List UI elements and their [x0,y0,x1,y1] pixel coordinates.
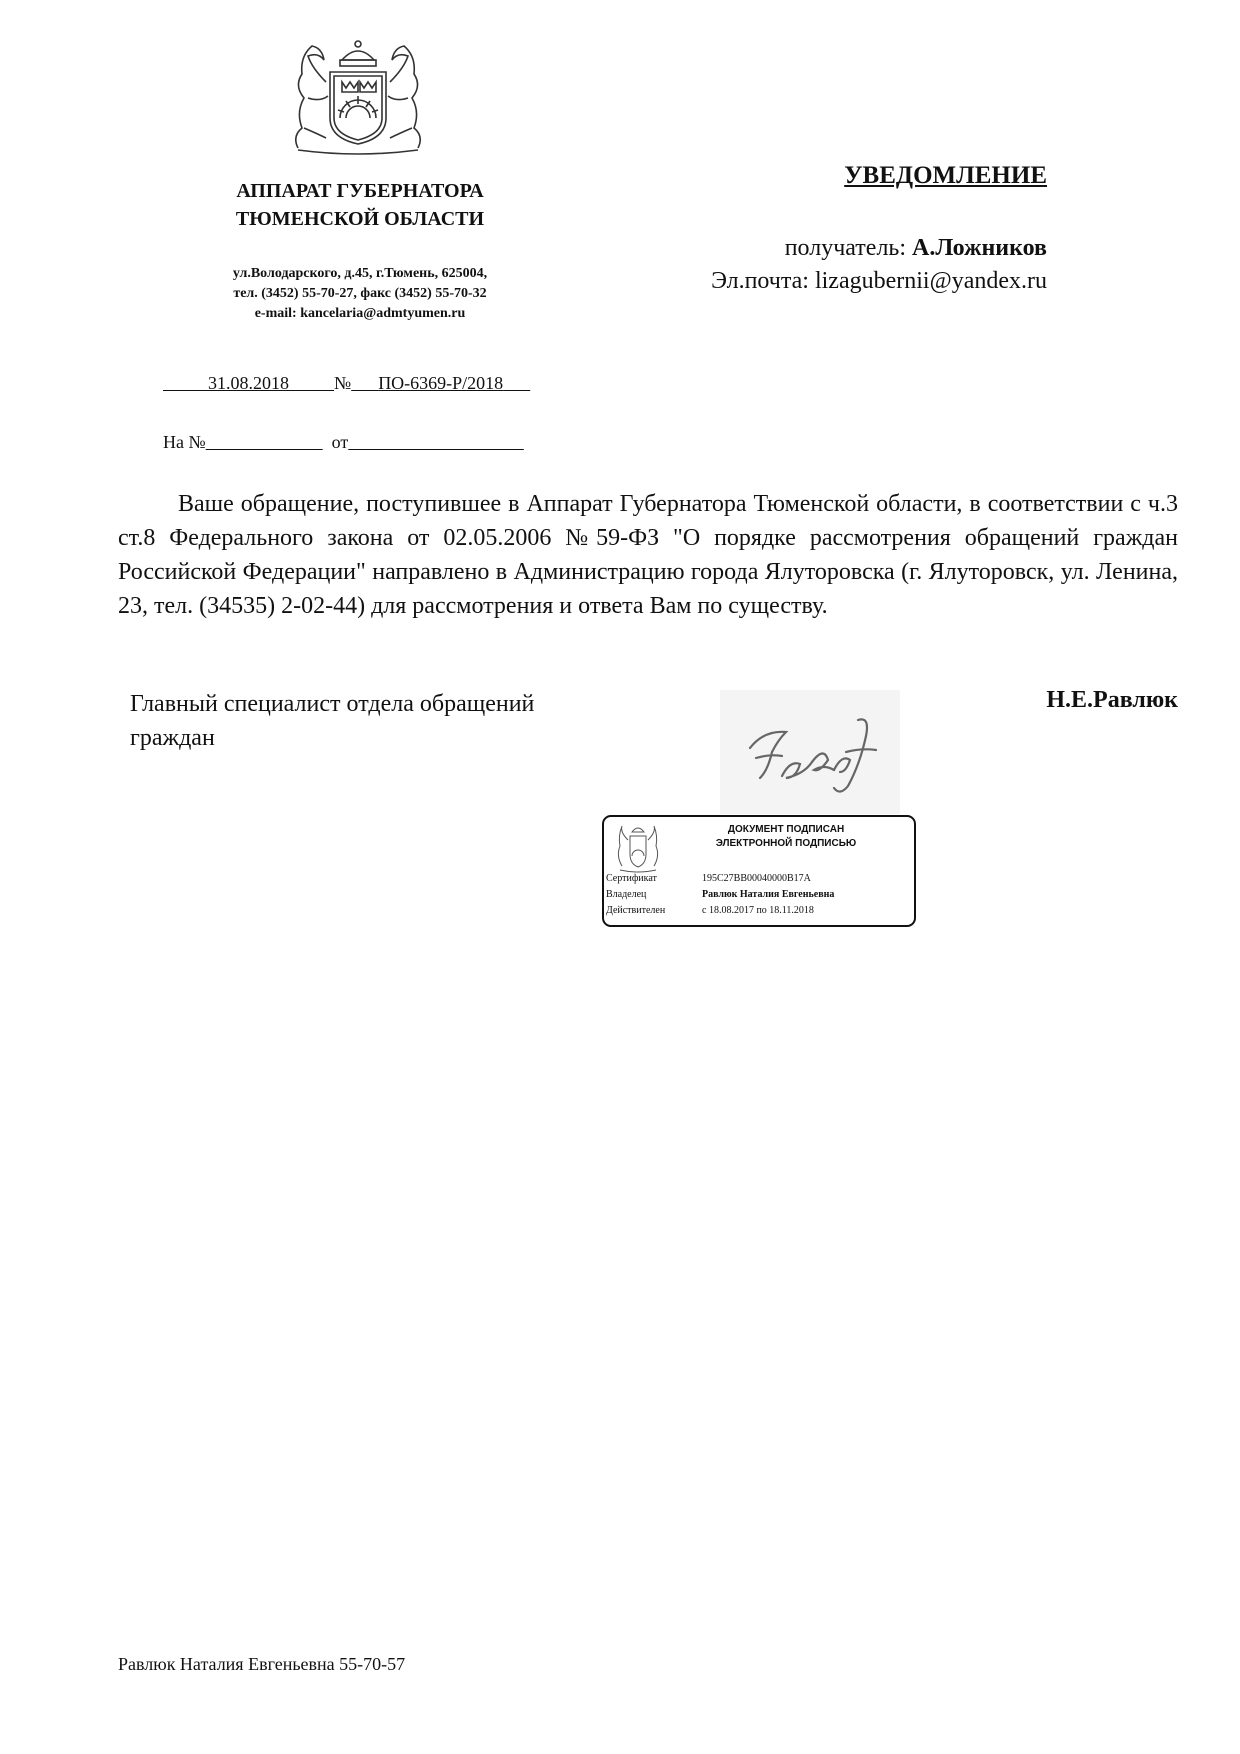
handwritten-signature [720,690,900,814]
stamp-title-line1: ДОКУМЕНТ ПОДПИСАН [727,824,845,835]
signatory-name: Н.Е.Равлюк [1046,687,1178,713]
electronic-signature-stamp [602,815,916,927]
email-line: e-mail: kancelaria@admtyumen.ru [254,306,466,321]
reference-number-label: На № [163,432,206,452]
registration-line [163,373,530,394]
recipient-name: А.Ложников [912,235,1047,261]
number-sign: № [334,373,352,393]
stamp-title [666,823,906,851]
letter-body: Ваше обращение, поступившее в Аппарат Губернатора Тюменской области, в соответствии с ч.3 ст.8 Федерального закона от 02.05.2006 №59-ФЗ "О порядке рассмотрения обращений граждан Российской Федерации" направлено в Администрацию города Ялуторовска (г. Ялуторовск, ул. Ленина, 23, тел. (34535) 2-02-44) для рассмотрения и ответа Вам по существу. [118,491,1178,619]
reference-from-label: от [331,432,349,452]
registration-number: ПО-6369-Р/2018 [378,373,504,393]
certificate-label: Сертификат [606,873,657,884]
email-label: Эл.почта: [711,268,815,294]
organization-address [180,264,540,324]
registration-date: 31.08.2018 [208,373,289,393]
certificate-value: 195C27BB00040000B17A [702,873,811,884]
recipient-label: получатель: [784,235,913,261]
owner-value: Равлюк Наталия Евгеньевна [702,889,835,900]
executor-footer: Равлюк Наталия Евгеньевна 55-70-57 [118,1654,406,1674]
stamp-validity-row [606,903,912,918]
position-line1: Главный специалист отдела обращений [130,691,535,717]
reference-line [163,432,524,453]
owner-label: Владелец [606,889,647,900]
stamp-owner-row [606,887,912,902]
phone-fax-line: тел. (3452) 55-70-27, факс (3452) 55-70-32 [233,286,487,301]
organization-name [190,177,530,233]
email-value: lizagubernii@yandex.ru [814,268,1047,294]
validity-value: с 18.08.2017 по 18.11.2018 [702,905,814,916]
email-recipient-line [560,265,1047,298]
stamp-coat-of-arms-icon [610,822,666,876]
position-line2: граждан [130,725,215,751]
organization-name-line1: АППАРАТ ГУБЕРНАТОРА [236,180,484,202]
recipient-line [560,232,1047,265]
address-line: ул.Володарского, д.45, г.Тюмень, 625004, [232,266,488,281]
stamp-certificate-row [606,871,912,886]
signatory-position [130,687,650,755]
coat-of-arms-emblem [268,38,448,158]
recipient-block [560,232,1047,298]
validity-label: Действителен [606,905,666,916]
document-title: УВЕДОМЛЕНИЕ [844,162,1047,189]
stamp-title-line2: ЭЛЕКТРОННОЙ ПОДПИСЬЮ [715,838,857,849]
organization-name-line2: ТЮМЕНСКОЙ ОБЛАСТИ [235,208,485,230]
